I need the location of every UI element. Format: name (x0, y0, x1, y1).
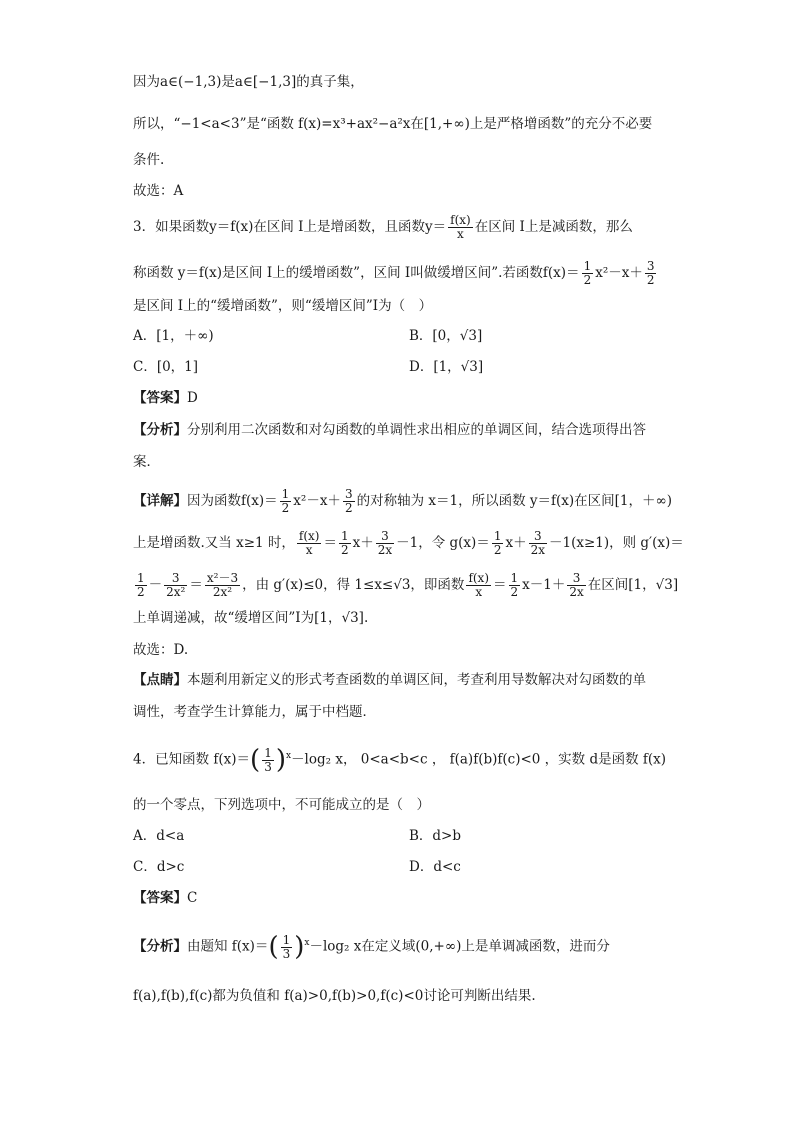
option-d: D．d<c (409, 859, 461, 875)
fraction: $\frac{1}{3}$ (264, 745, 272, 774)
question-3-line-3: 是区间 I上的“缓增函数”，则“缓增区间”I为（ ） (133, 298, 433, 314)
analysis-tag: 【分析】 (133, 938, 187, 955)
analysis-text: 由题知 f(x)＝ (187, 938, 269, 955)
q3-text: 称函数 y＝f(x)是区间 I上的缓增函数”，区间 I叫做缓增区间”.若函数f(x)＝ (133, 265, 580, 281)
detail-text: 上是增函数.又当 x≥1 时， (133, 535, 295, 551)
text-line: 因为a∈(−1,3)是a∈[−1,3]的真子集， (133, 74, 364, 90)
comment-line (133, 670, 754, 690)
detail-text: x＋ (352, 535, 374, 551)
fraction: $\frac{1}{3}$ (282, 932, 291, 961)
detail-tag: 【详解】 (133, 493, 187, 509)
detail-text: ，由 g′(x)≤0，得 1≤x≤√3，即函数 (242, 577, 465, 593)
fraction: $\frac{3}{\text{2x²}}$ (166, 571, 186, 599)
fraction: $\frac{1}{2}$ (493, 529, 502, 557)
analysis-tag: 【分析】 (133, 422, 187, 438)
detail-text: x－1＋ (522, 577, 566, 593)
text-line: 所以，“−1<a<3”是“函数 f(x)=x³+ax²−a²x在[1,+∞)上是严格增函数”的充分不必要 (133, 116, 653, 132)
fraction: $\frac{3}{2x}$ (530, 529, 545, 557)
choice-line: 故选：D. (133, 642, 189, 658)
fraction: $\frac{3}{2}$ (646, 259, 655, 287)
fraction: $\frac{f(x)}{x}$ (298, 529, 320, 557)
detail-text: ＝ (493, 577, 507, 593)
detail-line-2 (133, 530, 754, 557)
question-3-line-1 (133, 214, 754, 241)
detail-text: －1，令 g(x)＝ (396, 535, 490, 551)
detail-text: －1(x≥1)，则 g′(x)＝ (548, 535, 684, 551)
answer-value: D (187, 390, 198, 406)
answer-line (133, 888, 754, 908)
text-line: 条件. (133, 152, 165, 168)
text-line: 故选：A (133, 183, 184, 199)
comment-text: 本题利用新定义的形式考查函数的单调区间，考查利用导数解决对勾函数的单 (187, 672, 646, 688)
fraction: $\frac{1}{2}$ (583, 259, 592, 287)
detail-line-4: 上单调递减，故“缓增区间”I为[1，√3]. (133, 610, 369, 626)
option-c: C．[0，1] (133, 359, 199, 375)
fraction: $\frac{1}{2}$ (281, 487, 290, 515)
fraction: $\frac{3}{2x}$ (377, 529, 393, 557)
fraction: $\frac{3}{2x}$ (569, 571, 584, 599)
detail-line-1 (133, 488, 754, 515)
fraction: $\frac{1}{2}$ (137, 571, 145, 599)
fraction: $\frac{f(x)}{x}$ (450, 213, 471, 241)
analysis-line: 案． (133, 454, 160, 470)
option-b: B．[0，√3] (409, 328, 483, 344)
detail-text: 在区间[1，√3] (587, 577, 679, 593)
comment-line: 调性，考查学生计算能力，属于中档题． (133, 704, 376, 720)
option-d: D．[1，√3] (409, 359, 484, 375)
detail-text: 的对称轴为 x＝1，所以函数 y＝f(x)在区间[1，＋∞) (356, 493, 673, 509)
answer-tag: 【答案】 (133, 390, 187, 406)
fraction: $\frac{1}{2}$ (340, 529, 349, 557)
exponent: x (304, 938, 310, 948)
detail-text: ＝ (323, 535, 337, 551)
fraction: $\frac{3}{2}$ (344, 487, 353, 515)
q3-text: 在区间 I上是减函数，那么 (474, 219, 633, 235)
option-b: B．d>b (409, 828, 462, 844)
analysis-text: 分别利用二次函数和对勾函数的单调性求出相应的单调区间，结合选项得出答 (187, 422, 646, 438)
analysis-text: －log₂ x在定义域(0,+∞)上是单调减函数，进而分 (309, 938, 610, 955)
question-3-line-2 (133, 260, 754, 287)
answer-tag: 【答案】 (133, 890, 187, 906)
analysis-line: f(a),f(b),f(c)都为负值和 f(a)>0,f(b)>0,f(c)<0讨论可判断出结果. (133, 988, 536, 1004)
q3-text: 3．如果函数y＝f(x)在区间 I上是增函数，且函数y＝ (133, 219, 447, 235)
exponent: x (285, 751, 292, 761)
answer-line (133, 388, 754, 408)
option-c: C．d>c (133, 859, 185, 875)
q4-text: 4．已知函数 f(x)＝ (133, 751, 251, 768)
fraction: $\frac{1}{2}$ (510, 571, 519, 599)
detail-text: x＋ (505, 535, 527, 551)
detail-text: 因为函数f(x)＝ (187, 493, 278, 509)
detail-text: ＝ (189, 577, 203, 593)
question-4-line-2: 的一个零点，下列选项中，不可能成立的是（ ） (133, 797, 430, 813)
detail-text: x²－x＋ (293, 493, 341, 509)
q3-text: x²－x＋ (595, 265, 643, 281)
q4-text: －log₂ x， 0<a<b<c ， f(a)f(b)f(c)<0 ，实数 d是函数 f(x) (291, 751, 667, 768)
answer-value: C (187, 890, 198, 906)
analysis-line (133, 420, 754, 440)
option-a: A．[1，＋∞) (133, 328, 214, 344)
fraction: $\frac{f(x)}{x}$ (468, 571, 490, 599)
comment-tag: 【点睛】 (133, 672, 187, 688)
detail-line-3 (133, 572, 754, 599)
question-4-line-1: 4．已知函数 f(x)＝( $\frac{1}{3}$ )$^x$－log₂ x， 0<a<b<c ， f(a)f(b)f(c)<0 ，实数 d是函数 f(x) (133, 745, 667, 775)
option-a: A．d<a (133, 828, 185, 844)
detail-text: － (148, 577, 163, 593)
fraction: $\frac{\text{x²－3}}{\text{2x²}}$ (206, 571, 239, 599)
analysis-line: 【分析】由题知 f(x)＝( $\frac{1}{3}$ )$^x$－log₂ x在定义域(0,+∞)上是单调减函数，进而分 (133, 932, 610, 962)
